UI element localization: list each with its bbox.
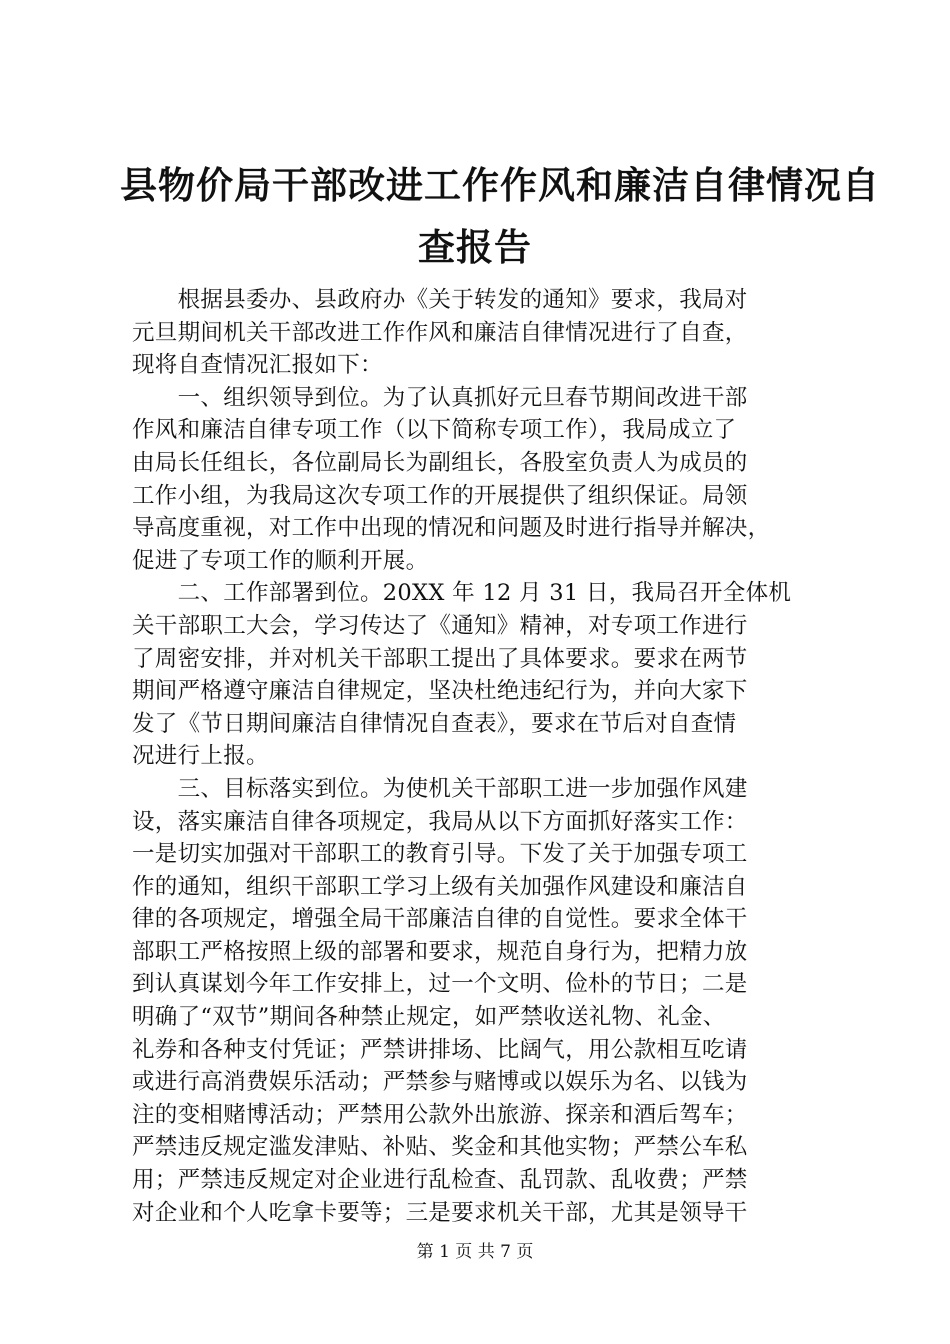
body-text-line: 导高度重视，对工作中出现的情况和问题及时进行指导并解决， bbox=[132, 515, 771, 542]
body-text-line: 用；严禁违反规定对企业进行乱检查、乱罚款、乱收费；严禁 bbox=[132, 1167, 748, 1194]
body-text-line: 或进行高消费娱乐活动；严禁参与赌博或以娱乐为名、以钱为 bbox=[132, 1069, 748, 1096]
body-text-line: 作风和廉洁自律专项工作（以下简称专项工作），我局成立了 bbox=[132, 417, 737, 444]
body-text-line: 发了《节日期间廉洁自律情况自查表》，要求在节后对自查情 bbox=[132, 710, 737, 737]
document-body bbox=[132, 284, 844, 1229]
body-text-line: 根据县委办、县政府办《关于转发的通知》要求，我局对 bbox=[132, 287, 748, 313]
body-text-line: 由局长任组长，各位副局长为副组长，各股室负责人为成员的 bbox=[132, 449, 748, 476]
body-text-line: 关干部职工大会，学习传达了《通知》精神，对专项工作进行 bbox=[132, 612, 748, 639]
body-text-line: 礼券和各种支付凭证；严禁讲排场、比阔气，用公款相互吃请 bbox=[132, 1036, 748, 1063]
body-text-line: 工作小组，为我局这次专项工作的开展提供了组织保证。局领 bbox=[132, 482, 748, 509]
document-title-line-1: 县物价局干部改进工作作风和廉洁自律情况自 bbox=[120, 163, 880, 207]
body-text-line: 设，落实廉洁自律各项规定，我局从以下方面抓好落实工作： bbox=[132, 808, 748, 835]
page-footer: 第 1 页 共 7 页 bbox=[416, 1242, 534, 1262]
body-text-line: 律的各项规定，增强全局干部廉洁自律的自觉性。要求全体干 bbox=[132, 906, 748, 933]
body-text-line: 明确了“双节”期间各种禁止规定，如严禁收送礼物、礼金、 bbox=[132, 1004, 726, 1031]
body-text-line: 三、目标落实到位。为使机关干部职工进一步加强作风建 bbox=[132, 775, 748, 802]
body-text-line: 期间严格遵守廉洁自律规定，坚决杜绝违纪行为，并向大家下 bbox=[132, 678, 748, 705]
body-text-line: 元旦期间机关干部改进工作作风和廉洁自律情况进行了自查， bbox=[132, 319, 748, 346]
body-text-line: 了周密安排，并对机关干部职工提出了具体要求。要求在两节 bbox=[132, 645, 748, 672]
body-text-line: 现将自查情况汇报如下： bbox=[132, 352, 383, 379]
body-text-line: 促进了专项工作的顺利开展。 bbox=[132, 547, 429, 574]
body-text-line: 作的通知，组织干部职工学习上级有关加强作风建设和廉洁自 bbox=[132, 873, 748, 900]
body-text-line: 严禁违反规定滥发津贴、补贴、奖金和其他实物；严禁公车私 bbox=[132, 1134, 748, 1161]
body-text-line: 况进行上报。 bbox=[132, 743, 269, 770]
body-text-line: 注的变相赌博活动；严禁用公款外出旅游、探亲和酒后驾车； bbox=[132, 1101, 748, 1128]
body-text-line: 部职工严格按照上级的部署和要求，规范自身行为，把精力放 bbox=[132, 938, 748, 965]
body-text-line: 对企业和个人吃拿卡要等；三是要求机关干部，尤其是领导干 bbox=[132, 1199, 748, 1226]
body-text-line: 到认真谋划今年工作安排上，过一个文明、俭朴的节日；二是 bbox=[132, 971, 748, 998]
document-title-line-2: 查报告 bbox=[418, 225, 532, 269]
body-text-line: 一、组织领导到位。为了认真抓好元旦春节期间改进干部 bbox=[132, 384, 748, 411]
body-text-line: 一是切实加强对干部职工的教育引导。下发了关于加强专项工 bbox=[132, 841, 748, 868]
body-text-line: 二、工作部署到位。20XX 年 12 月 31 日，我局召开全体机 bbox=[132, 580, 792, 607]
